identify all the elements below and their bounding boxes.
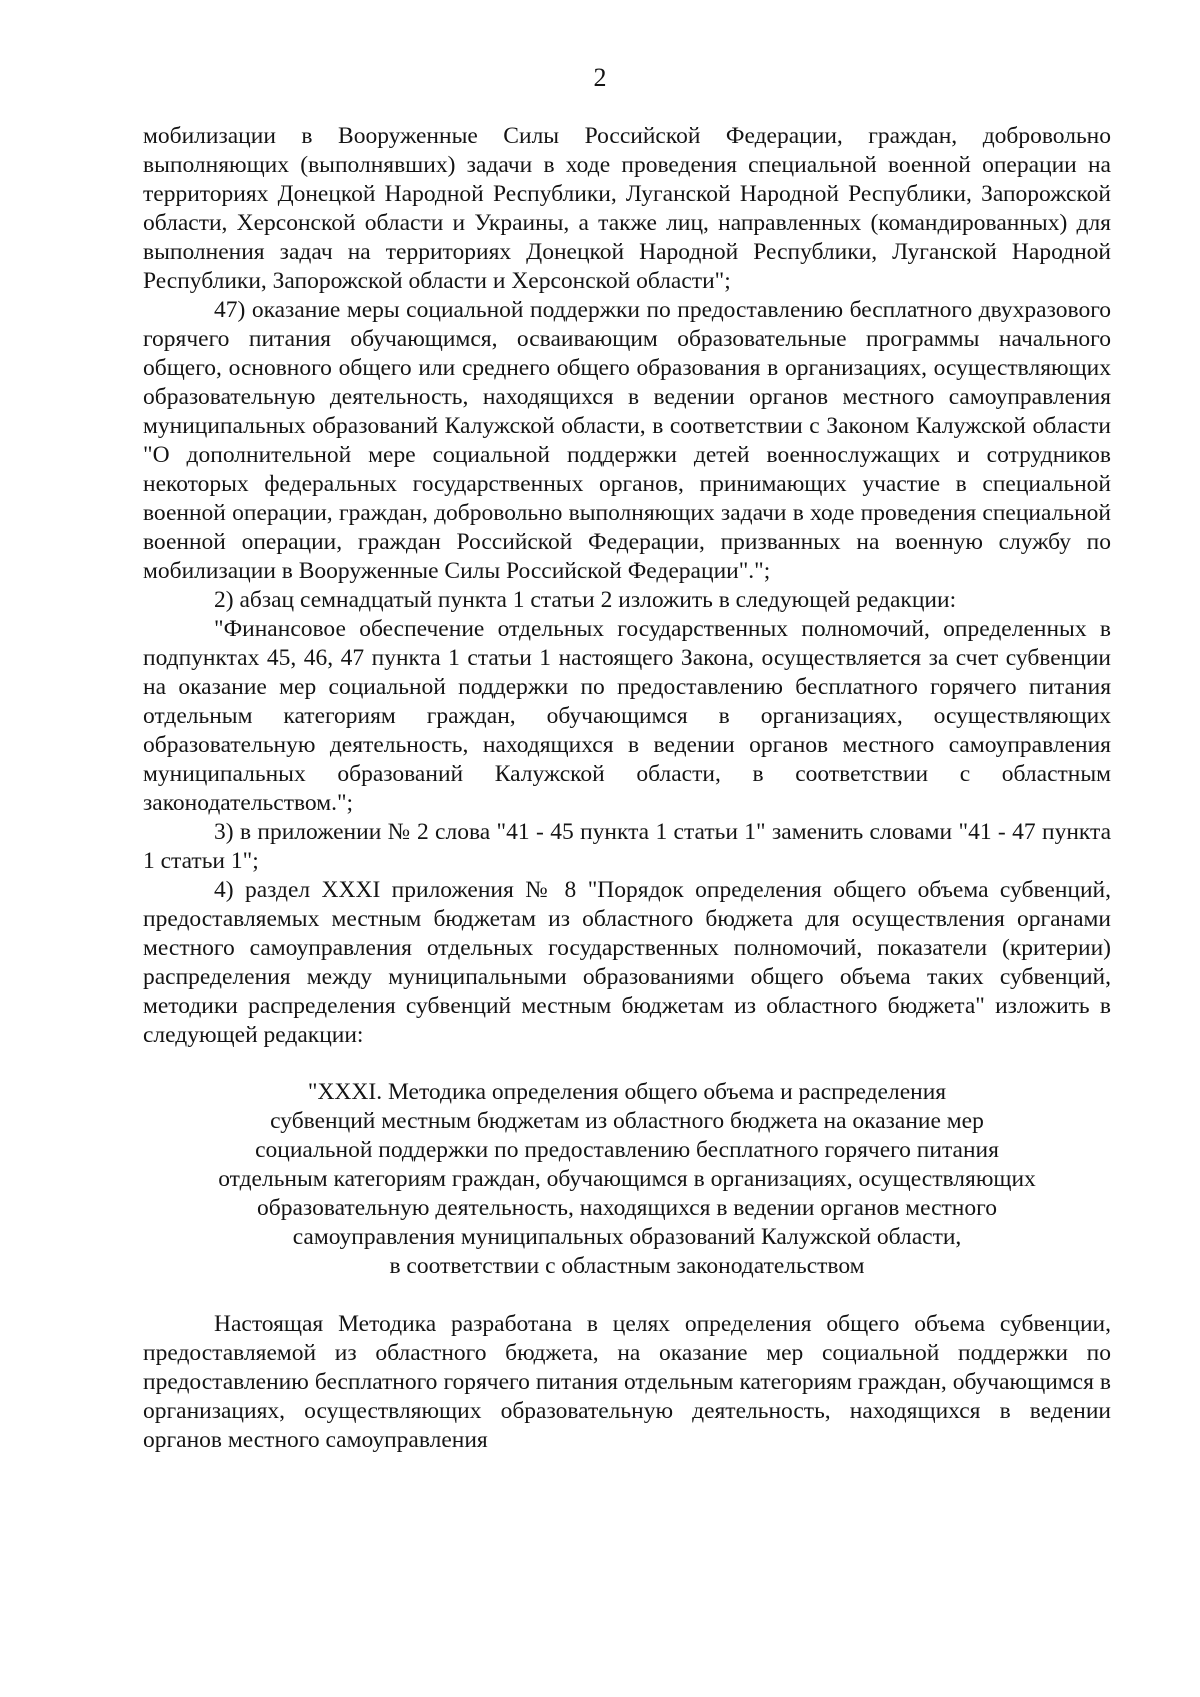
- heading-line: в соответствии с областным законодательством: [389, 1253, 865, 1279]
- paragraph-item-4: 4) раздел XXXI приложения № 8 "Порядок определения общего объема субвенций, предоставляемых местным бюджетам из областного бюджета для осуществления органами местного самоуправления отдельных государственных полномочий, показатели (критерии) распределения между муниципальными образованиями общего объема таких субвенций, методики распределения субвенций местным бюджетам из областного бюджета" изложить в следующей редакции:: [143, 877, 1111, 1048]
- paragraph-quote-financing: "Финансовое обеспечение отдельных государственных полномочий, определенных в подпунктах 45, 46, 47 пункта 1 статьи 1 настоящего Закона, осуществляется за счет субвенции на оказание мер социальной поддержки по предоставлению бесплатного горячего питания отдельным категориям граждан, обучающимся в организациях, осуществляющих образовательную деятельность, находящихся в ведении органов местного самоуправления муниципальных образований Калужской области, в соответствии с областным законодательством.";: [143, 616, 1111, 816]
- paragraph-item-3: 3) в приложении № 2 слова "41 - 45 пункта 1 статьи 1" заменить словами "41 - 47 пункта 1 статьи 1";: [143, 819, 1111, 874]
- heading-line: образовательную деятельность, находящихся в ведении органов местного: [257, 1195, 997, 1221]
- heading-line: самоуправления муниципальных образований Калужской области,: [292, 1224, 962, 1250]
- heading-line: отдельным категориям граждан, обучающимся в организациях, осуществляющих: [218, 1166, 1036, 1192]
- heading-line: субвенций местным бюджетам из областного бюджета на оказание мер: [270, 1108, 984, 1134]
- page-number: 2: [593, 63, 607, 92]
- heading-line: социальной поддержки по предоставлению бесплатного горячего питания: [255, 1137, 999, 1163]
- paragraph-continuation: мобилизации в Вооруженные Силы Российской Федерации, граждан, добровольно выполняющих (выполнявших) задачи в ходе проведения специальной военной операции на территориях Донецкой Народной Республики, Луганской Народной Республики, Запорожской области, Херсонской области и Украины, а также лиц, направленных (командированных) для выполнения задач на территориях Донецкой Народной Республики, Луганской Народной Республики, Запорожской области и Херсонской области";: [143, 123, 1111, 294]
- heading-line: "XXXI. Методика определения общего объема и распределения: [307, 1079, 947, 1105]
- section-heading: [143, 1078, 1111, 1281]
- document-body: [143, 122, 1111, 1455]
- paragraph-item-2: 2) абзац семнадцатый пункта 1 статьи 2 изложить в следующей редакции:: [214, 587, 957, 613]
- paragraph-methodology-intro: Настоящая Методика разработана в целях определения общего объема субвенции, предоставляемой из областного бюджета, на оказание мер социальной поддержки по предоставлению бесплатного горячего питания отдельным категориям граждан, обучающимся в организациях, осуществляющих образовательную деятельность, находящихся в ведении органов местного самоуправления: [143, 1311, 1111, 1453]
- paragraph-item-47: 47) оказание меры социальной поддержки по предоставлению бесплатного двухразового горячего питания обучающимся, осваивающим образовательные программы начального общего, основного общего или среднего общего образования в организациях, осуществляющих образовательную деятельность, находящихся в ведении органов местного самоуправления муниципальных образований Калужской области, в соответствии с Законом Калужской области "О дополнительной мере социальной поддержки детей военнослужащих и сотрудников некоторых федеральных государственных органов, принимающих участие в специальной военной операции, граждан, добровольно выполняющих задачи в ходе проведения специальной военной операции, граждан Российской Федерации, призванных на военную службу по мобилизации в Вооруженные Силы Российской Федерации".";: [143, 297, 1111, 584]
